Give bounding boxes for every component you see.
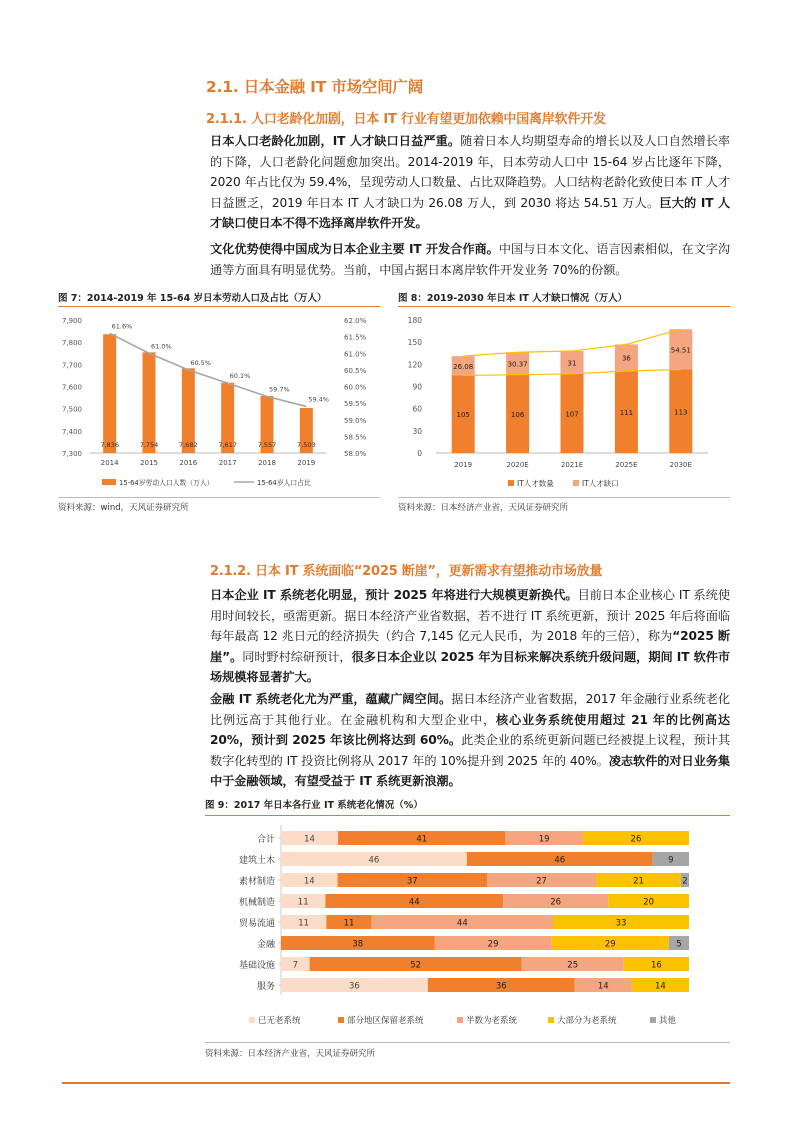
p3-bold-b: “2025 断崖”。 <box>210 629 731 664</box>
fig7-bar-label: 7,836 <box>100 441 119 449</box>
fig7-line-label: 61.0% <box>151 342 172 351</box>
fig7-x-tick: 2017 <box>218 459 237 467</box>
fig8-x-tick: 2021E <box>560 461 584 469</box>
p4-bold-a: 金融 IT 系统老化尤为严重，蕴藏广阔空间。 <box>210 692 452 706</box>
fig9-segment-label: 37 <box>406 876 418 887</box>
fig9-top-line <box>205 815 730 816</box>
fig8-y-tick: 150 <box>407 338 422 348</box>
fig9-segment-label: 44 <box>408 897 420 908</box>
fig9-segment-label: 29 <box>604 939 616 950</box>
fig7-x-tick: 2019 <box>297 459 316 467</box>
fig9-legend-swatch <box>548 1017 554 1023</box>
fig7-bar <box>103 334 116 453</box>
fig8-chart <box>398 308 730 496</box>
fig8-bar-gap-label: 26.08 <box>453 362 474 371</box>
fig7-y-tick: 7,400 <box>61 427 82 436</box>
fig9-segment-label: 11 <box>343 918 355 929</box>
paragraph-3 <box>210 585 730 688</box>
fig8-bottom-line <box>398 497 730 498</box>
p1-bold-a: 日本人口老龄化加剧，IT 人才缺口日益严重。 <box>210 134 461 148</box>
fig7-bottom-line <box>58 497 380 498</box>
p3-text-b: 同时野村综研预计， <box>242 649 352 664</box>
paragraph-4 <box>210 689 730 792</box>
footer-line <box>62 1082 730 1084</box>
fig7-bar <box>143 352 156 453</box>
fig9-legend-label: 其他 <box>659 1016 677 1026</box>
fig8-y-tick: 180 <box>407 316 422 325</box>
fig7-y-tick: 7,500 <box>61 405 82 414</box>
fig8-top-line <box>398 306 730 307</box>
fig9-segment-label: 2 <box>682 876 688 887</box>
fig8-bar-talent-label: 111 <box>619 408 634 417</box>
fig8-legend-label-talent: IT人才数量 <box>517 479 554 488</box>
fig7-legend-swatch-bar <box>102 479 116 485</box>
fig9-title: 图 9：2017 年日本各行业 IT 系统老化情况（%） <box>205 800 423 811</box>
p1-text: 随着日本人均期望寿命的增长以及人口自然增长率的下降，人口老龄化问题愈加突出。2014-2019 年，日本劳动人口中 15-64 岁占比逐年下降，2020 年占比仅为 59.4%，呈现劳动人口数量、占比双降趋势。人口结构老龄化致使日本 IT 人才日益匮乏，2019 年日本 IT 人才缺口为 26.08 万人，到 2030 将达 54.51 万人。 <box>210 134 730 210</box>
fig8-legend-swatch-gap <box>573 480 579 486</box>
p4-bold-c: 凌志软件的对日业务集中于金融领域，有望受益于 IT 系统更新浪潮。 <box>210 753 731 788</box>
p1-bold-b: 巨大的 IT 人才缺口使日本不得不选择离岸软件开发。 <box>210 195 730 230</box>
fig7-y2-tick: 58.5% <box>344 433 367 442</box>
fig8-bar-talent-label: 105 <box>456 411 470 420</box>
fig8-legend-label-gap: IT人才缺口 <box>582 479 619 488</box>
fig7-bar-label: 7,682 <box>179 441 198 449</box>
fig9-segment-label: 46 <box>554 855 566 866</box>
fig9-segment-label: 33 <box>615 918 627 929</box>
fig9-chart <box>205 818 730 1040</box>
fig7-title: 图 7：2014-2019 年 15-64 岁日本劳动人口及占比（万人） <box>58 293 327 304</box>
fig7-line-label: 60.1% <box>229 372 251 381</box>
fig8-x-tick: 2025E <box>615 461 638 469</box>
p2-bold: 文化优势使得中国成为日本企业主要 IT 开发合作商。 <box>210 242 499 256</box>
fig9-segment-label: 11 <box>298 918 310 929</box>
fig7-y-tick: 7,600 <box>61 383 82 392</box>
p3-text-a: 目前日本企业核心 IT 系统使用时间较长，亟需更新。据日本经济产业省数据，若不进行 IT 系统更新，预计 2025 年后将面临每年最高 12 兆日元的经济损失（约合 7,145 亿元人民币，为 2018 年的三倍），称为 <box>210 588 730 643</box>
p3-bold-a: 日本企业 IT 系统老化明显，预计 2025 年将进行大规模更新换代。 <box>210 588 578 602</box>
p4-bold-b: 核心业务系统使用超过 21 年的比例高达 20%，预计到 2025 年该比例将达到 60%。 <box>210 712 730 747</box>
fig9-segment-label: 41 <box>416 834 428 845</box>
fig9-legend-label: 半数为老系统 <box>466 1016 518 1026</box>
fig7-x-tick: 2018 <box>258 459 276 467</box>
fig7-y2-tick: 59.5% <box>344 400 367 409</box>
fig9-legend-label: 已无老系统 <box>258 1016 301 1026</box>
fig8-y-tick: 60 <box>412 404 422 414</box>
fig8-bar-talent-label: 113 <box>674 408 688 417</box>
fig9-segment-label: 36 <box>495 981 507 992</box>
fig7-y-tick: 7,900 <box>61 317 82 325</box>
fig9-category-label: 合计 <box>256 835 275 845</box>
fig9-category-label: 服务 <box>256 982 275 992</box>
fig7-bar-label: 7,503 <box>297 441 316 449</box>
fig7-y-tick: 7,300 <box>61 450 82 458</box>
fig9-segment-label: 14 <box>303 876 315 887</box>
fig7-bar-label: 7,754 <box>139 441 159 449</box>
fig9-segment-label: 38 <box>352 939 364 950</box>
fig7-line-label: 59.7% <box>269 385 290 394</box>
fig8-x-tick: 2030E <box>669 461 692 469</box>
fig9-category-label: 贸易流通 <box>238 919 275 929</box>
fig9-segment-label: 14 <box>655 981 666 992</box>
fig9-segment-label: 16 <box>650 960 662 971</box>
fig9-segment-label: 11 <box>297 897 309 908</box>
fig9-category-label: 金融 <box>256 940 275 950</box>
fig9-segment-label: 21 <box>633 876 644 887</box>
subsection-heading-1: 2.1.1. 人口老龄化加剧，日本 IT 行业有望更加依赖中国离岸软件开发 <box>206 112 606 127</box>
fig8-bar-gap-label: 31 <box>567 359 577 368</box>
fig9-segment-label: 20 <box>643 897 655 908</box>
fig7-legend-label-bar: 15-64岁劳动人口人数（万人） <box>119 479 214 487</box>
fig7-y2-tick: 61.5% <box>344 333 367 342</box>
fig7-y2-tick: 62.0% <box>344 317 367 325</box>
fig7-y2-tick: 58.0% <box>344 450 367 458</box>
fig7-line-label: 60.5% <box>190 358 211 367</box>
fig8-y-tick: 30 <box>412 426 422 436</box>
fig9-category-label: 机械制造 <box>238 898 275 908</box>
fig7-source: 资料来源：wind，天风证券研究所 <box>58 503 189 513</box>
fig9-segment-label: 27 <box>536 876 547 887</box>
fig9-segment-label: 25 <box>567 960 579 971</box>
fig9-category-label: 建筑土木 <box>238 856 275 866</box>
fig7-line-label: 61.6% <box>111 322 133 331</box>
fig7-chart <box>58 308 380 496</box>
fig9-legend-label: 部分地区保留老系统 <box>347 1016 424 1026</box>
fig9-legend-swatch <box>457 1017 463 1023</box>
fig7-bar-label: 7,617 <box>218 441 237 449</box>
section-heading: 2.1. 日本金融 IT 市场空间广阔 <box>206 78 424 96</box>
fig8-bar-talent-label: 106 <box>510 410 525 419</box>
fig8-bar-talent-label: 107 <box>565 410 579 419</box>
fig9-segment-label: 52 <box>410 960 422 971</box>
fig7-x-tick: 2016 <box>179 459 198 467</box>
fig7-y2-tick: 59.0% <box>344 416 367 425</box>
fig9-legend-swatch <box>338 1017 344 1023</box>
fig8-bar-gap-label: 30.37 <box>507 360 528 369</box>
fig8-x-tick: 2019 <box>454 461 473 469</box>
paragraph-1 <box>210 131 730 234</box>
fig9-segment-label: 19 <box>538 834 550 845</box>
fig7-y-tick: 7,700 <box>61 361 82 370</box>
fig7-x-tick: 2014 <box>100 459 119 467</box>
fig8-bar-gap-label: 54.51 <box>670 346 691 355</box>
fig9-legend-swatch <box>650 1017 656 1023</box>
fig7-legend-label-line: 15-64岁人口占比 <box>257 479 311 487</box>
p4-text-a: 据日本经济产业省数据，2017 年金融行业系统老化比例远高于其他行业。在金融机构和大型企业中， <box>210 692 730 727</box>
fig9-segment-label: 29 <box>487 939 499 950</box>
fig9-segment-label: 36 <box>349 981 360 992</box>
p3-bold-c: 很多日本企业以 2025 年为目标来解决系统升级问题，期间 IT 软件市场规模将显著扩大。 <box>210 649 730 684</box>
fig8-y-tick: 90 <box>412 382 422 392</box>
p4-text-b: 此类企业的系统更新问题已经被提上议程，预计其数字化转型的 IT 投资比例将从 2017 年的 10%提升到 2025 年的 40%。 <box>210 733 730 768</box>
fig8-x-tick: 2020E <box>506 461 529 469</box>
fig9-source: 资料来源：日本经济产业省，天风证券研究所 <box>205 1049 376 1059</box>
fig9-segment-label: 5 <box>676 939 682 950</box>
fig9-category-label: 素材制造 <box>238 877 275 887</box>
fig9-segment-label: 7 <box>292 960 298 971</box>
fig9-bottom-line <box>205 1042 730 1043</box>
fig9-category-label: 基础设施 <box>238 961 275 971</box>
fig9-legend-label: 大部分为老系统 <box>557 1016 617 1026</box>
paragraph-2 <box>210 239 730 280</box>
fig9-segment-label: 14 <box>597 981 609 992</box>
fig8-title: 图 8：2019-2030 年日本 IT 人才缺口情况（万人） <box>398 293 628 304</box>
fig7-line-series <box>110 333 307 406</box>
fig7-y2-tick: 61.0% <box>344 350 367 359</box>
fig9-legend-swatch <box>249 1017 255 1023</box>
fig9-segment-label: 26 <box>550 897 562 908</box>
fig8-y-tick: 120 <box>407 360 422 370</box>
fig8-source: 资料来源：日本经济产业省，天风证券研究所 <box>398 503 569 513</box>
fig8-y-tick: 0 <box>417 449 422 458</box>
fig9-segment-label: 14 <box>304 834 315 845</box>
fig9-segment-label: 44 <box>456 918 468 929</box>
fig8-bar-gap-label: 36 <box>621 354 631 363</box>
p2-text: 中国与日本文化、语言因素相似，在文字沟通等方面具有明显优势。当前，中国占据日本离岸软件开发业务 70%的份额。 <box>210 242 730 277</box>
fig7-top-line <box>58 306 380 307</box>
fig9-segment-label: 26 <box>630 834 642 845</box>
fig9-segment-label: 46 <box>368 855 380 866</box>
fig8-legend-swatch-talent <box>508 480 514 486</box>
fig7-y2-tick: 60.5% <box>344 366 367 375</box>
fig9-segment-label: 9 <box>668 855 674 866</box>
fig7-y2-tick: 60.0% <box>344 383 367 392</box>
fig7-line-label: 59.4% <box>308 395 329 404</box>
fig7-x-tick: 2015 <box>140 459 158 467</box>
subsection-heading-2: 2.1.2. 日本 IT 系统面临“2025 断崖”，更新需求有望推动市场放量 <box>210 564 603 579</box>
fig7-y-tick: 7,800 <box>61 339 82 348</box>
fig7-bar-label: 7,557 <box>257 441 277 449</box>
